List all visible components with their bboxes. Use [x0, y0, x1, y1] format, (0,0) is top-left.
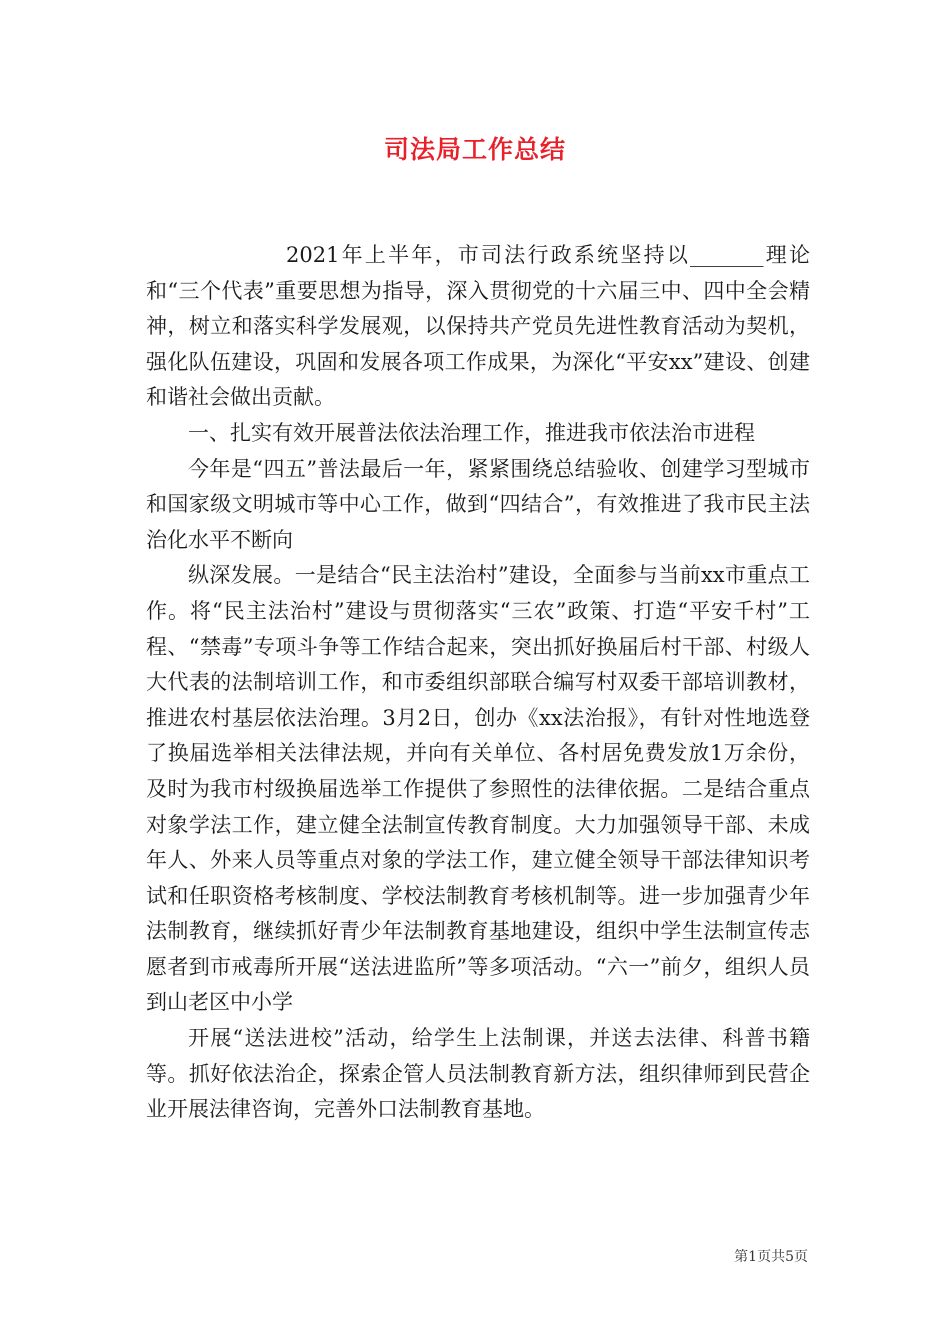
section-heading-1: 一、扎实有效开展普法依法治理工作，推进我市依法治市进程 [188, 420, 755, 445]
paragraph-2: 纵深发展。一是结合“民主法治村”建设，全面参与当前xx市重点工作。将“民主法治村”建设与贯彻落实“三农”政策、打造“平安千村”工程、“禁毒”专项斗争等工作结合起来，突出抓好换届后村干部、村级人大代表的法制培训工作，和市委组织部联合编写村双委干部培训教材，推进农村基层依法治理。3月2日，创办《xx法治报》，有针对性地选登了换届选举相关法律法规，并向有关单位、各村居免费发放1万余份，及时为我市村级换届选举工作提供了参照性的法律依据。二是结合重点对象学法工作，建立健全法制宣传教育制度。大力加强领导干部、未成年人、外来人员等重点对象的学法工作，建立健全领导干部法律知识考试和任职资格考核制度、学校法制教育考核机制等。进一步加强青少年法制教育，继续抓好青少年法制教育基地建设，组织中学生法制宣传志愿者到市戒毒所开展“送法进监所”等多项活动。“六一”前夕，组织人员到山老区中小学 [146, 563, 810, 1015]
paragraph-1: 今年是“四五”普法最后一年，紧紧围绕总结验收、创建学习型城市和国家级文明城市等中心工作，做到“四结合”，有效推进了我市民主法治化水平不断向 [146, 456, 810, 552]
page-number: 第1页共5页 [734, 1249, 808, 1265]
document-title: 司法局工作总结 [383, 135, 566, 164]
paragraph-intro: 2021年上半年，市司法行政系统坚持以_______理论和“三个代表”重要思想为指导，深入贯彻党的十六届三中、四中全会精神，树立和落实科学发展观，以保持共产党员先进性教育活动为契机，强化队伍建设，巩固和发展各项工作成果，为深化“平安xx”建设、创建和谐社会做出贡献。 [146, 243, 810, 410]
document-body [146, 238, 810, 1128]
paragraph-3: 开展“送法进校”活动，给学生上法制课，并送去法律、科普书籍等。抓好依法治企，探索企管人员法制教育新方法，组织律师到民营企业开展法律咨询，完善外口法制教育基地。 [146, 1026, 810, 1122]
